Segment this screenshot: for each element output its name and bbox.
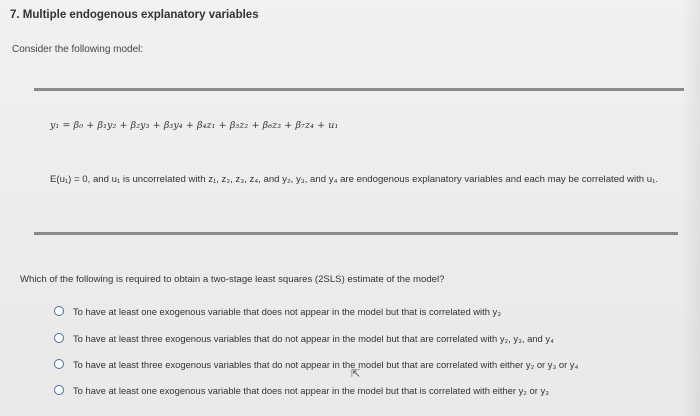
- mouse-cursor-icon: ⇱: [351, 368, 361, 380]
- radio-button[interactable]: [54, 333, 64, 343]
- radio-button[interactable]: [54, 359, 64, 369]
- answer-option-2[interactable]: [54, 330, 554, 346]
- divider-top: [34, 88, 684, 91]
- radio-button[interactable]: [54, 385, 64, 395]
- option-label: To have at least three exogenous variables that do not appear in the model but that are correlated with y₂, y₃, and y₄: [73, 332, 554, 344]
- answer-option-1[interactable]: [54, 303, 501, 319]
- option-label: To have at least one exogenous variable that does not appear in the model but that is correlated with either y₂ or y₃: [73, 384, 549, 396]
- answer-option-3[interactable]: [54, 356, 578, 372]
- model-equation: y₁ = β₀ + β₁y₂ + β₂y₃ + β₃y₄ + β₄z₁ + β₅z₂ + β₆z₃ + β₇z₄ + u₁: [50, 120, 339, 131]
- question-title: 7. Multiple endogenous explanatory variables: [10, 9, 259, 21]
- answer-option-4[interactable]: [54, 382, 549, 398]
- intro-text: Consider the following model:: [12, 44, 144, 55]
- question-prompt: Which of the following is required to obtain a two-stage least squares (2SLS) estimate of the model?: [20, 274, 445, 285]
- divider-bottom: [34, 232, 678, 235]
- option-label: To have at least three exogenous variables that do not appear in the model but that are correlated with either y₂ or y₃ or y₄: [73, 358, 579, 370]
- model-condition: E(u₁) = 0, and u₁ is uncorrelated with z₁, z₂, z₃, z₄, and y₂, y₃, and y₄ are endogenous explanatory variables and each may be correlated with u₁.: [50, 174, 658, 185]
- option-label: To have at least one exogenous variable that does not appear in the model but that is correlated with y₃: [73, 305, 502, 317]
- screen-edge-shadow: [682, 0, 700, 416]
- radio-button[interactable]: [54, 306, 64, 316]
